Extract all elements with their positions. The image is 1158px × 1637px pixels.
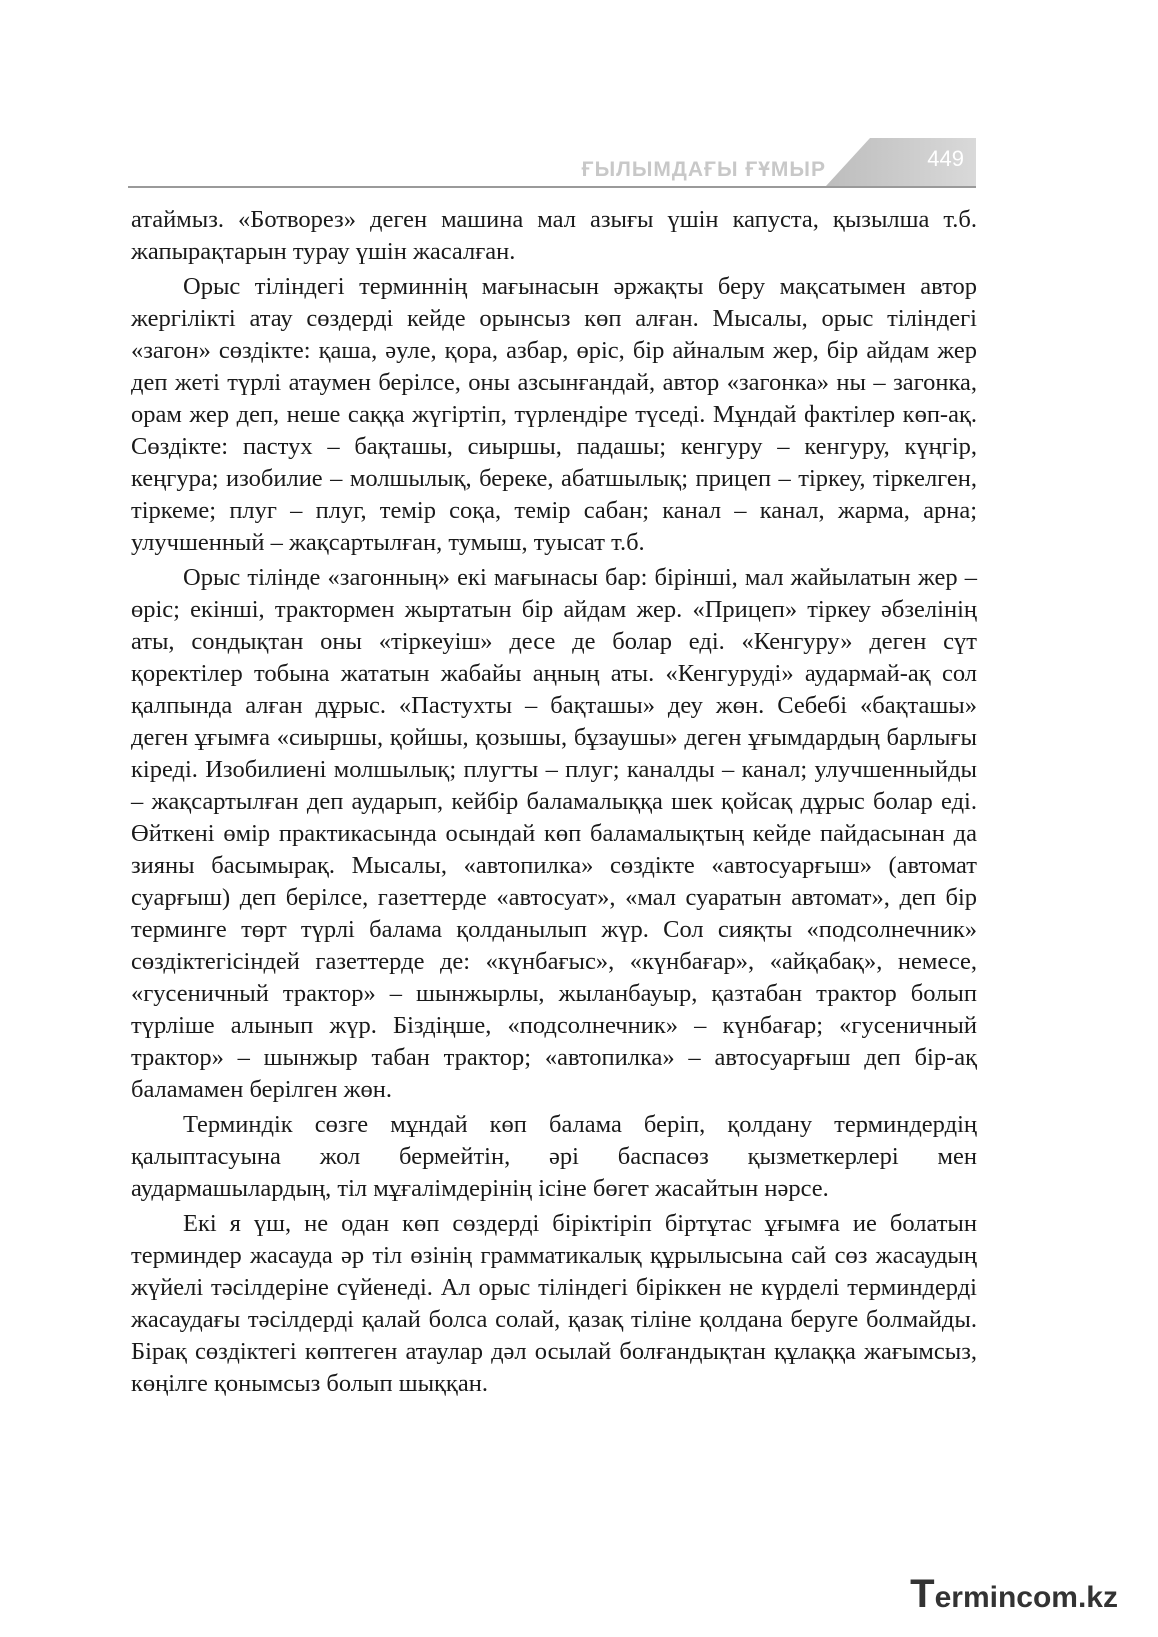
watermark-text: ermincom.kz bbox=[934, 1581, 1118, 1614]
paragraph-3: Орыс тілінде «загонның» екі мағынасы бар: біріншi, мал жайылатын жер – өріс; екінші, трактормен жыртатын бір айдам жер. «Прицеп» тіркеу әбзелінің аты, сондықтан оны «тіркеуіш» десе де болар еді. «Кенгуру» деген сүт қоректілер тобына жататын жабайы аңның аты. «Кенгуруді» аудармай-ақ сол қалпында алған дұрыс. «Пастухты – бақташы» деу жөн. Себебі «бақташы» деген ұғымға «сиыршы, қойшы, қозышы, бұзаушы» деген ұғымдардың барлығы кіреді. Изобилиені молшылық; плугты – плуг; каналды – канал; улучшенныйды – жақсартылған деп аударып, кейбір баламалыққа шек қойсақ дұрыс болар еді. Өйткені өмір практикасында осындай көп баламалықтың кейде пайдасынан да зияны басымырақ. Мысалы, «автопилка» сөздікте «автосуарғыш» (автомат суарғыш) деп берілсе, газеттерде «автосуат», «мал суаратын автомат», деп бір терминге төрт түрлі балама қолданылып жүр. Сол сияқты «подсолнечник» сөздіктегісіндей газеттерде де: «күнбағыс», «күнбағар», «айқабақ», немесе, «гусеничный трактор» – шынжырлы, жыланбауыр, қазтабан трактор болып түрліше алынып жүр. Біздіңше, «подсолнечник» – күнбағар; «гусеничный трактор» – шынжыр табан трактор; «автопилка» – автосуарғыш деп бір-ақ баламамен берілген жөн. bbox=[131, 564, 977, 1103]
site-watermark bbox=[910, 1572, 1118, 1617]
running-header bbox=[128, 136, 976, 190]
page-number-tab bbox=[826, 138, 976, 186]
running-title: ҒЫЛЫМДАҒЫ ҒҰМЫР bbox=[581, 158, 826, 181]
page-number: 449 bbox=[927, 146, 964, 171]
body-text bbox=[131, 204, 977, 1403]
paragraph-4: Терминдік сөзге мұндай көп балама беріп, қолдану терминдердің қалыптасуына жол бермейтін, әрі баспасөз қызметкерлері мен аудармашылардың, тіл мұғалімдерінің ісіне бөгет жасайтын нәрсе. bbox=[131, 1111, 977, 1202]
paragraph-2: Орыс тіліндегі терминнің мағынасын әржақты беру мақсатымен автор жергілікті атау сөздерді кейде орынсыз көп алған. Мысалы, орыс тіліндегі «загон» сөздікте: қаша, әуле, қора, азбар, өріс, бір айналым жер, бір айдам жер деп жеті түрлі атаумен берілсе, оны азсынғандай, автор «загонка» ны – загонка, орам жер деп, неше саққа жүгіртіп, түрлендіре түседі. Мұндай фактілер көп-ақ. Сөздікте: пастух – бақташы, сиыршы, падашы; кенгуру – кенгуру, күңгір, кеңгура; изобилие – молшылық, береке, абатшылық; прицеп – тіркеу, тіркелген, тіркеме; плуг – плуг, темір соқа, темір сабан; канал – канал, жарма, арна; улучшенный – жақсартылған, тумыш, туысат т.б. bbox=[131, 273, 977, 556]
paragraph-1: атаймыз. «Ботворез» деген машина мал азығы үшін капуста, қызылша т.б. жапырақтарын турау үшін жасалған. bbox=[131, 206, 977, 265]
watermark-initial: T bbox=[910, 1572, 935, 1616]
paragraph-5: Екі я үш, не одан көп сөздерді біріктіріп біртұтас ұғымға ие болатын терминдер жасауда әр тіл өзінің грамматикалық құрылысына сай сөз жасаудың жүйелі тәсілдеріне сүйенеді. Ал орыс тіліндегі біріккен не күрделі терминдерді жасаудағы тәсілдерді қалай болса солай, қазақ тіліне қолдана беруге болмайды. Бірақ сөздіктегі көптеген атаулар дәл осылай болғандықтан құлаққа жағымсыз, көңілге қонымсыз болып шыққан. bbox=[131, 1210, 977, 1397]
header-rule bbox=[128, 186, 976, 188]
